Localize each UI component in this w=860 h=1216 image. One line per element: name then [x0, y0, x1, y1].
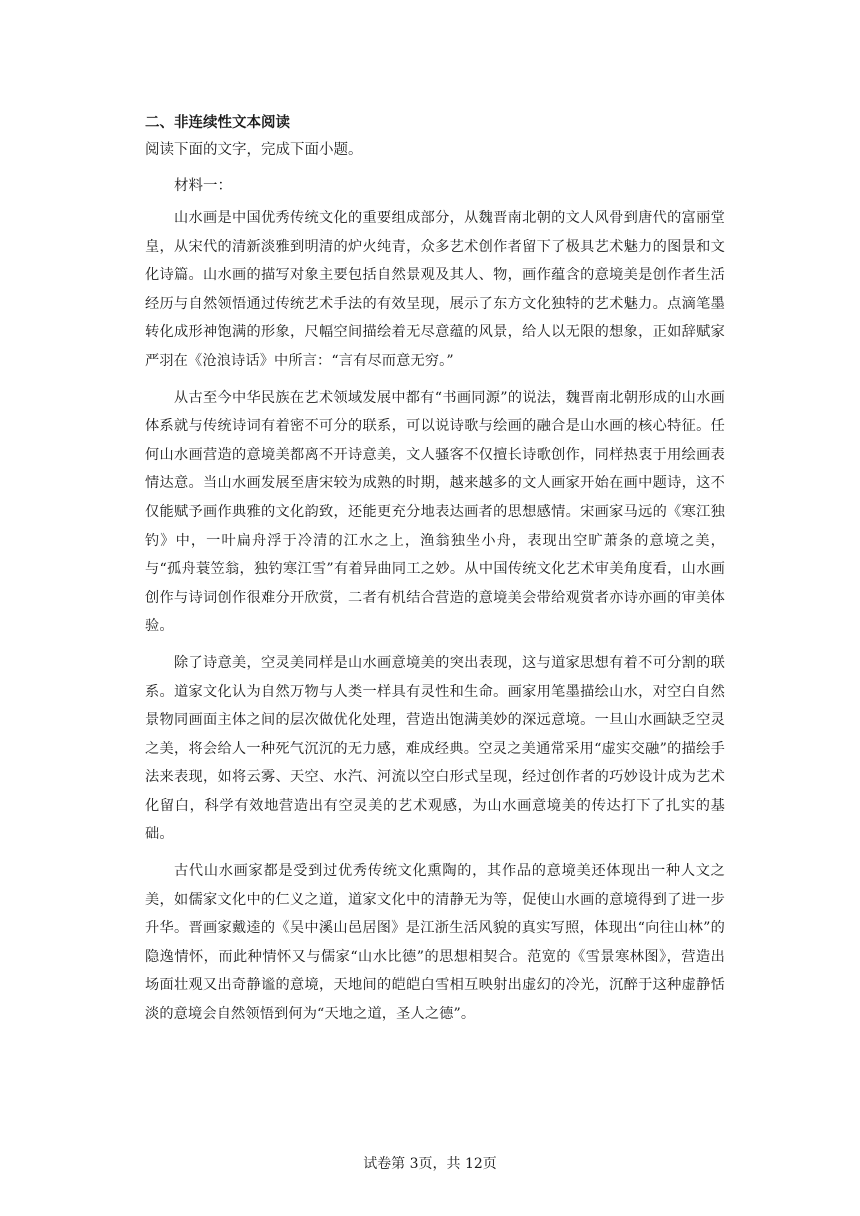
- page-footer: 试卷第 3页，共 12页: [363, 1156, 497, 1172]
- material-label: 材料一：: [174, 178, 232, 194]
- paragraph-1: 山水画是中国优秀传统文化的重要组成部分，从魏晋南北朝的文人风骨到唐代的富丽堂皇，从宋代的清新淡雅到明清的炉火纯青，众多艺术创作者留下了极具艺术魅力的图景和文化诗篇。山水画的描写对象主要包括自然景观及其人、物，画作蕴含的意境美是创作者生活经历与自然领悟通过传统艺术手法的有效呈现，展示了东方文化独特的艺术魅力。点滴笔墨转化成形神饱满的形象，尺幅空间描绘着无尽意蕴的风景，给人以无限的想象，正如辞赋家严羽在《沧浪诗话》中所言：“言有尽而意无穷。”: [145, 210, 725, 369]
- instruction-text: 阅读下面的文字，完成下面小题。: [145, 142, 363, 158]
- page-content: [145, 110, 725, 1037]
- paragraph-2: 从古至今中华民族在艺术领域发展中都有“书画同源”的说法，魏晋南北朝形成的山水画体系就与传统诗词有着密不可分的联系，可以说诗歌与绘画的融合是山水画的核心特征。任何山水画营造的意境美都离不开诗意美，文人骚客不仅擅长诗歌创作，同样热衷于用绘画表情达意。当山水画发展至唐宋较为成熟的时期，越来越多的文人画家开始在画中题诗，这不仅能赋予画作典雅的文化韵致，还能更充分地表达画者的思想感情。宋画家马远的《寒江独钓》中，一叶扁舟浮于冷清的江水之上，渔翁独坐小舟，表现出空旷萧条的意境之美，与“孤舟蓑笠翁，独钓寒江雪”有着异曲同工之妙。从中国传统文化艺术审美角度看，山水画创作与诗词创作很难分开欣赏，二者有机结合营造的意境美会带给观赏者亦诗亦画的审美体验。: [145, 389, 725, 635]
- paragraph-4: 古代山水画家都是受到过优秀传统文化熏陶的，其作品的意境美还体现出一种人文之美，如儒家文化中的仁义之道，道家文化中的清静无为等，促使山水画的意境得到了进一步升华。晋画家戴逵的《吴中溪山邑居图》是江浙生活风貌的真实写照，体现出“向往山林”的隐逸情怀，而此种情怀又与儒家“山水比德”的思想相契合。范宽的《雪景寒林图》，营造出场面壮观又出奇静谧的意境，天地间的皑皑白雪相互映射出虚幻的冷光，沉醉于这种虚静恬淡的意境会自然领悟到何为“天地之道，圣人之德”。: [145, 863, 725, 1023]
- paragraph-3: 除了诗意美，空灵美同样是山水画意境美的突出表现，这与道家思想有着不可分割的联系。道家文化认为自然万物与人类一样具有灵性和生命。画家用笔墨描绘山水，对空白自然景物同画面主体之间的层次做优化处理，营造出饱满美妙的深远意境。一旦山水画缺乏空灵之美，将会给人一种死气沉沉的无力感，难成经典。空灵之美通常采用“虚实交融”的描绘手法来表现，如将云雾、天空、水汽、河流以空白形式呈现，经过创作者的巧妙设计成为艺术化留白，科学有效地营造出有空灵美的艺术观感，为山水画意境美的传达打下了扎实的基础。: [145, 654, 725, 843]
- section-title: 二、非连续性文本阅读: [145, 115, 290, 131]
